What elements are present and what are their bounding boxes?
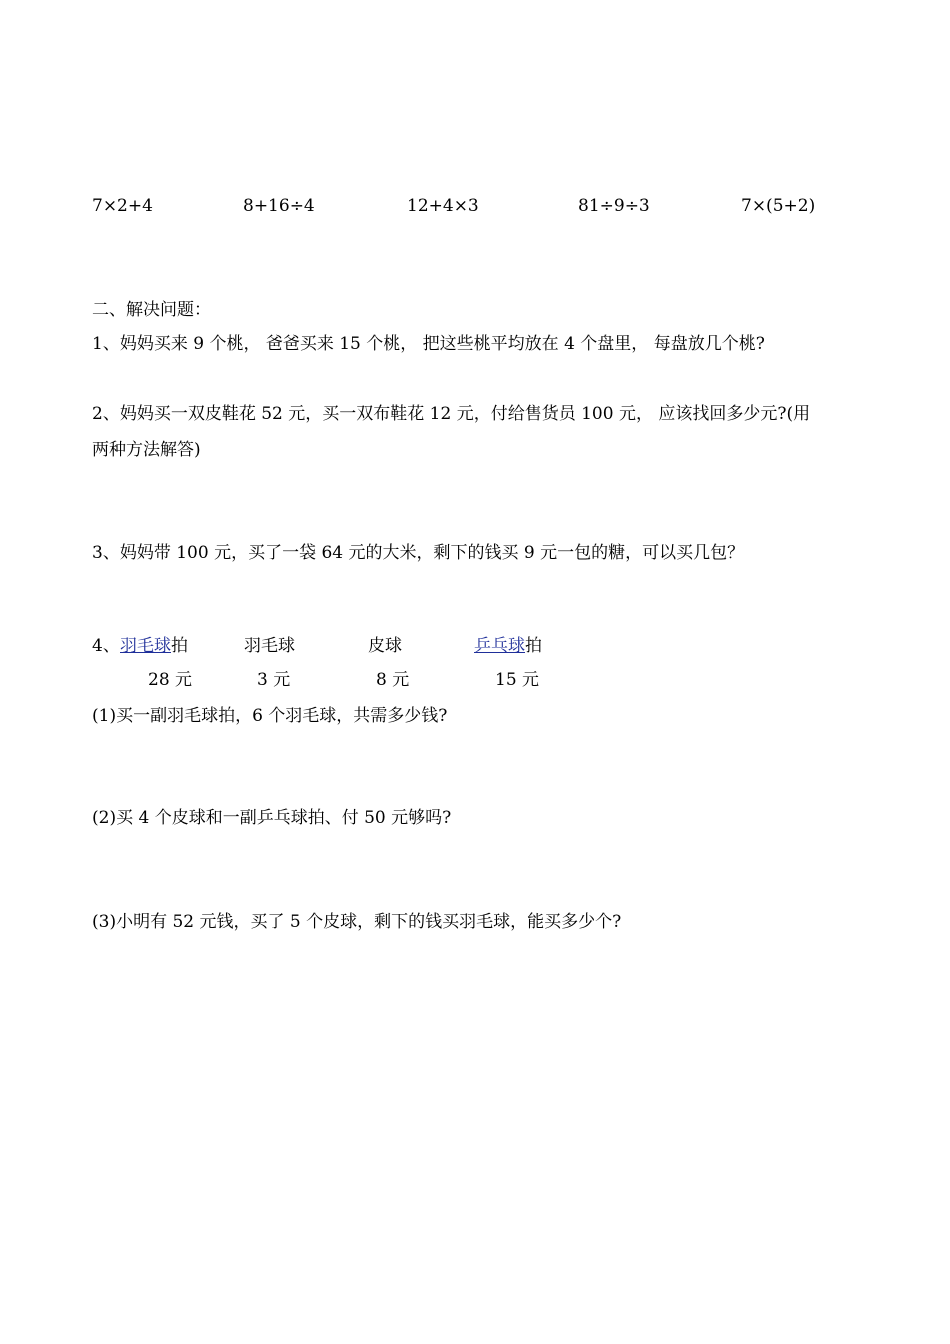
question-3: 3、妈妈带 100 元，买了一袋 64 元的大米，剩下的钱买 9 元一包的糖，可以买几包？ — [92, 543, 745, 563]
price-pingpong-racket: 15 元 — [495, 670, 540, 690]
sub-question-2: (2)买 4 个皮球和一副乒乓球拍、付 50 元够吗? — [92, 808, 452, 828]
sub-question-3: (3)小明有 52 元钱，买了 5 个皮球，剩下的钱买羽毛球，能买多少个? — [92, 912, 622, 932]
expression-1: 7×2+4 — [92, 196, 153, 216]
price-ball: 8 元 — [376, 670, 410, 690]
expression-5: 7×(5+2) — [741, 196, 816, 216]
expression-4: 81÷9÷3 — [578, 196, 650, 216]
item-pingpong-racket — [474, 636, 542, 656]
item-ball — [368, 636, 402, 656]
item-name: 羽毛球 — [244, 636, 295, 656]
item-link[interactable]: 羽毛球 — [120, 636, 171, 656]
expression-2: 8+16÷4 — [243, 196, 315, 216]
item-badminton-racket — [120, 636, 188, 656]
section-title: 二、解决问题： — [92, 300, 211, 320]
sub-question-1: (1)买一副羽毛球拍，6 个羽毛球，共需多少钱? — [92, 706, 448, 726]
item-name: 拍 — [525, 636, 542, 656]
item-name: 拍 — [171, 636, 188, 656]
question-4-prefix: 4、 — [92, 636, 120, 656]
item-shuttlecock — [244, 636, 295, 656]
question-2-line-2: 两种方法解答) — [92, 440, 201, 460]
item-name: 皮球 — [368, 636, 402, 656]
price-badminton-racket: 28 元 — [148, 670, 193, 690]
price-shuttlecock: 3 元 — [257, 670, 291, 690]
question-1: 1、妈妈买来 9 个桃， 爸爸买来 15 个桃， 把这些桃平均放在 4 个盘里， 每盘放几个桃? — [92, 334, 765, 354]
expression-3: 12+4×3 — [407, 196, 479, 216]
question-2-line-1: 2、妈妈买一双皮鞋花 52 元，买一双布鞋花 12 元，付给售货员 100 元， 应该找回多少元?(用 — [92, 404, 811, 424]
item-link[interactable]: 乒乓球 — [474, 636, 525, 656]
